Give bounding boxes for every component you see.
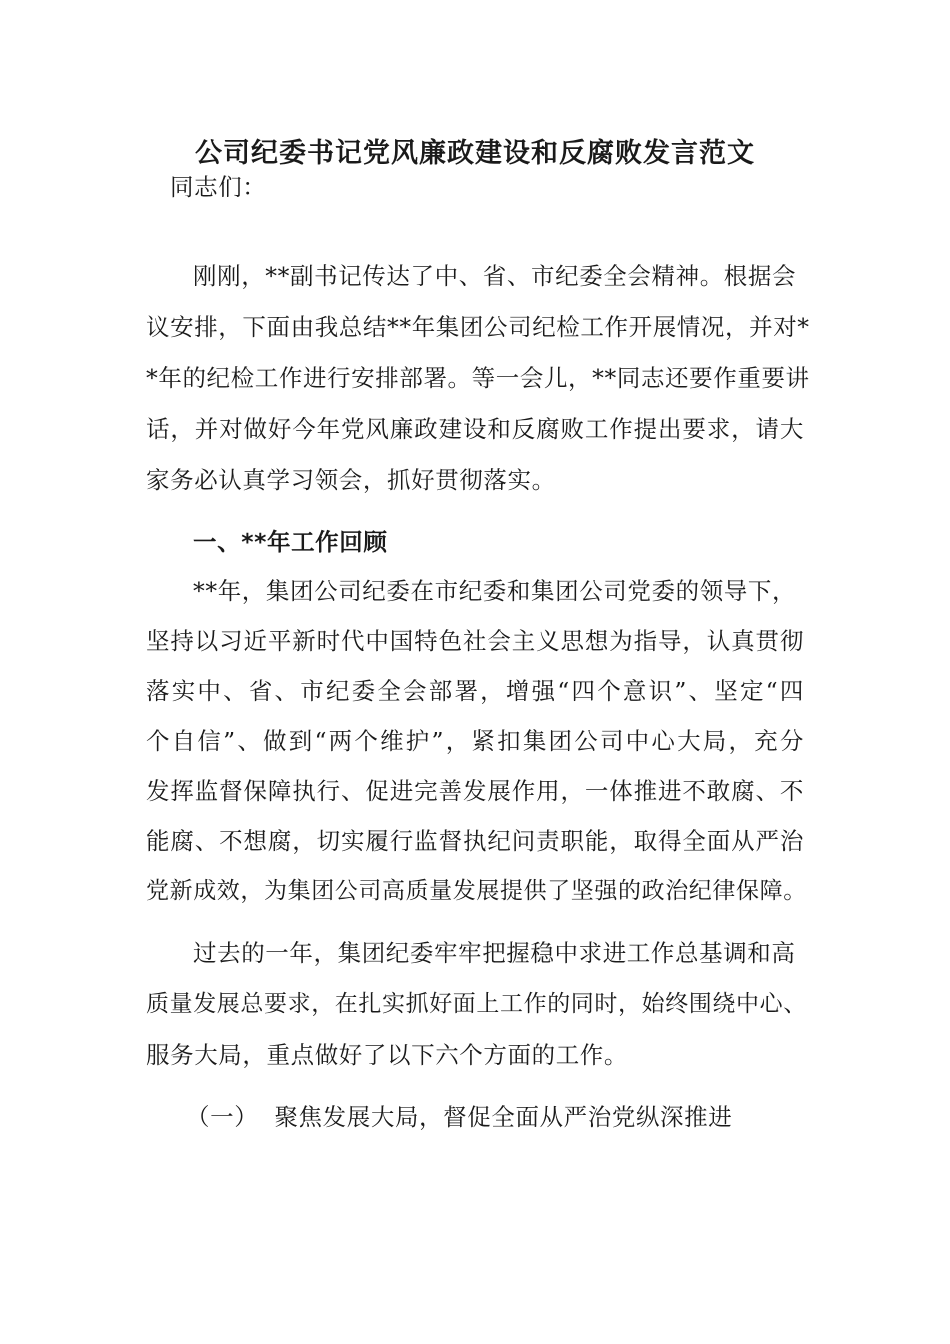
paragraph-3-line-2: 质量发展总要求，在扎实抓好面上工作的同时，始终围绕中心、 (146, 991, 807, 1017)
paragraph-1-line-1: 刚刚，**副书记传达了中、省、市纪委全会精神。根据会 (193, 262, 797, 290)
paragraph-2-line-6: 能腐、不想腐，切实履行监督执纪问责职能，取得全面从严治 (146, 827, 804, 855)
paragraph-1-line-2: 议安排，下面由我总结**年集团公司纪检工作开展情况，并对* (146, 313, 810, 341)
paragraph-1-line-3: *年的纪检工作进行安排部署。等一会儿，**同志还要作重要讲 (146, 364, 810, 392)
paragraph-1-line-4: 话，并对做好今年党风廉政建设和反腐败工作提出要求，请大 (146, 415, 804, 443)
paragraph-2-line-1: **年，集团公司纪委在市纪委和集团公司党委的领导下， (193, 577, 797, 605)
paragraph-2-line-7: 党新成效，为集团公司高质量发展提供了坚强的政治纪律保障。 (146, 878, 807, 904)
paragraph-2-line-5: 发挥监督保障执行、促进完善发展作用，一体推进不敢腐、不 (146, 777, 804, 805)
paragraph-3-line-1: 过去的一年，集团纪委牢牢把握稳中求进工作总基调和高 (193, 939, 796, 967)
document-title: 公司纪委书记党风廉政建设和反腐败发言范文 (195, 138, 755, 169)
paragraph-2-line-2: 坚持以习近平新时代中国特色社会主义思想为指导，认真贯彻 (146, 627, 804, 655)
paragraph-2-line-3: 落实中、省、市纪委全会部署，增强“四个意识”、坚定“四 (146, 677, 804, 705)
paragraph-2-line-4: 个自信”、做到“两个维护”，紧扣集团公司中心大局，充分 (146, 727, 804, 755)
section-heading-1: 一、**年工作回顾 (193, 528, 388, 556)
paragraph-3-line-3: 服务大局，重点做好了以下六个方面的工作。 (146, 1041, 628, 1069)
salutation: 同志们： (170, 173, 267, 201)
subheading-1: （一） 聚焦发展大局，督促全面从严治党纵深推进 (186, 1103, 733, 1131)
paragraph-1-line-5: 家务必认真学习领会，抓好贯彻落实。 (146, 466, 556, 494)
